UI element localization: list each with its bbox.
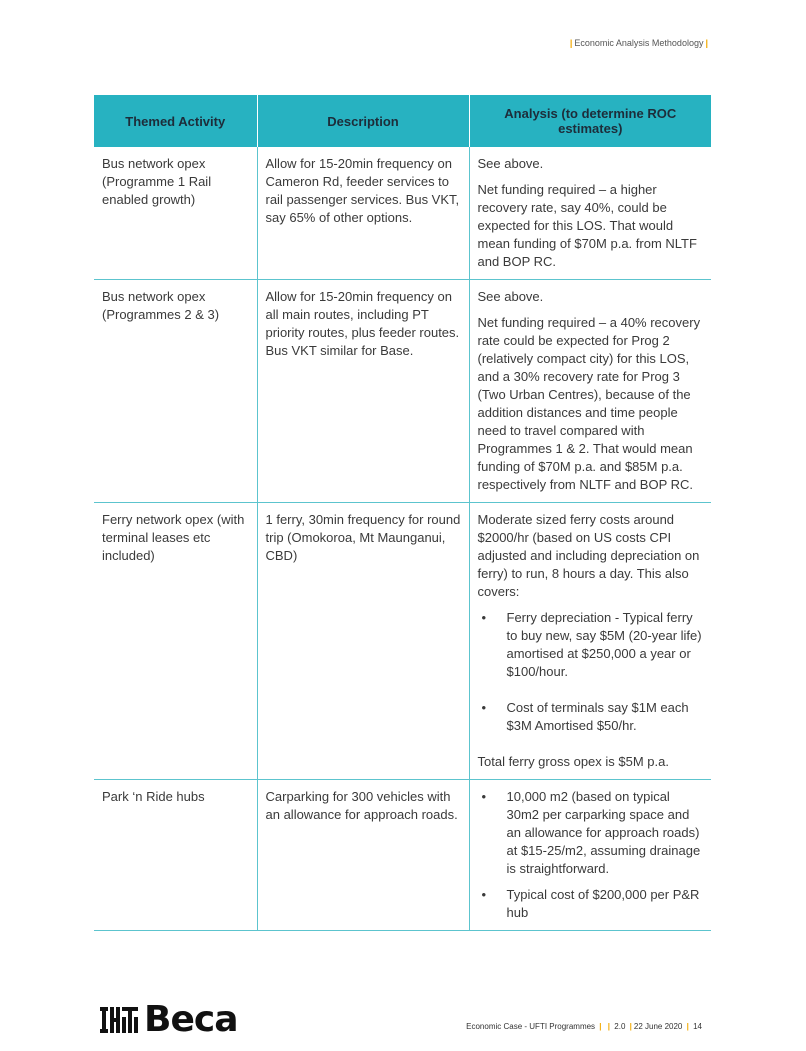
footer-version: 2.0 <box>614 1022 626 1031</box>
table-header-row <box>94 95 711 147</box>
analysis-paragraph: Net funding required – a 40% recovery rate could be expected for Prog 2 (relatively compact city) for this LOS, and a 30% recovery rate for Prog 3 (Two Urban Centres), because of the addition distances and time people need to travel compared with Programmes 1 & 2. That would mean funding of $70M p.a. and $85M p.a. respectively from NLTF and BOP RC. <box>477 315 701 492</box>
table-row <box>94 280 711 503</box>
footer-date: 22 June 2020 <box>633 1022 683 1031</box>
analysis-cell <box>469 780 711 931</box>
header-title: Economic Analysis Methodology <box>574 38 704 48</box>
list-item: • Typical cost of $200,000 per P&R hub <box>478 886 704 922</box>
activity-cell: Ferry network opex (with terminal leases etc included) <box>94 503 257 780</box>
column-header-description: Description <box>257 95 469 147</box>
list-item: • 10,000 m2 (based on typical 30m2 per carparking space and an allowance for approach roads) at $15-25/m2, assuming drainage is straightforward. <box>478 788 704 878</box>
column-header-analysis: Analysis (to determine ROC estimates) <box>469 95 711 147</box>
description-cell: Allow for 15-20min frequency on Cameron Rd, feeder services to rail passenger services. Bus VKT, say 65% of other options. <box>257 147 469 280</box>
analysis-cell <box>469 503 711 780</box>
analysis-cell <box>469 280 711 503</box>
footer-doc-title: Economic Case - UFTI Programmes <box>466 1022 596 1031</box>
analysis-bullet-list <box>478 788 704 922</box>
analysis-paragraph: See above. <box>477 156 544 171</box>
activity-cell: Bus network opex (Programmes 2 & 3) <box>94 280 257 503</box>
analysis-cell <box>469 147 711 280</box>
table-row <box>94 780 711 931</box>
table-row <box>94 147 711 280</box>
beca-logo <box>100 999 238 1040</box>
list-item: • Cost of terminals say $1M each $3M Amortised $50/hr. <box>478 699 704 735</box>
column-header-themed-activity: Themed Activity <box>94 95 257 147</box>
table-row <box>94 503 711 780</box>
analysis-paragraph: See above. <box>477 289 544 304</box>
analysis-paragraph: Total ferry gross opex is $5M p.a. <box>477 754 669 769</box>
analysis-paragraph: Net funding required – a higher recovery rate, say 40%, could be expected for this LOS. That would mean funding of $70M p.a. from NLTF and BOP RC. <box>477 182 697 269</box>
analysis-bullet-list <box>478 609 704 735</box>
analysis-paragraph: Moderate sized ferry costs around $2000/hr (based on US costs CPI adjusted and including depreciation on ferry) to run, 8 hours a day. This also covers: <box>477 512 700 599</box>
page-header: | Economic Analysis Methodology | <box>569 38 708 48</box>
beca-logo-icon <box>100 1005 138 1035</box>
activity-cell: Park ‘n Ride hubs <box>94 780 257 931</box>
activity-cell: Bus network opex (Programme 1 Rail enabled growth) <box>94 147 257 280</box>
logo-wordmark: Beca <box>144 999 238 1040</box>
description-cell: Allow for 15-20min frequency on all main routes, including PT priority routes, plus feeder routes. Bus VKT similar for Base. <box>257 280 469 503</box>
footer-page-number: 14 <box>693 1022 702 1031</box>
description-cell: 1 ferry, 30min frequency for round trip (Omokoroa, Mt Maunganui, CBD) <box>257 503 469 780</box>
description-cell: Carparking for 300 vehicles with an allowance for approach roads. <box>257 780 469 931</box>
themed-activity-table <box>94 95 711 931</box>
page-footer: Economic Case - UFTI Programmes | | 2.0 | 22 June 2020 | 14 <box>466 1022 702 1031</box>
list-item: • Ferry depreciation - Typical ferry to buy new, say $5M (20-year life) amortised at $250,000 a year or $100/hour. <box>478 609 704 681</box>
